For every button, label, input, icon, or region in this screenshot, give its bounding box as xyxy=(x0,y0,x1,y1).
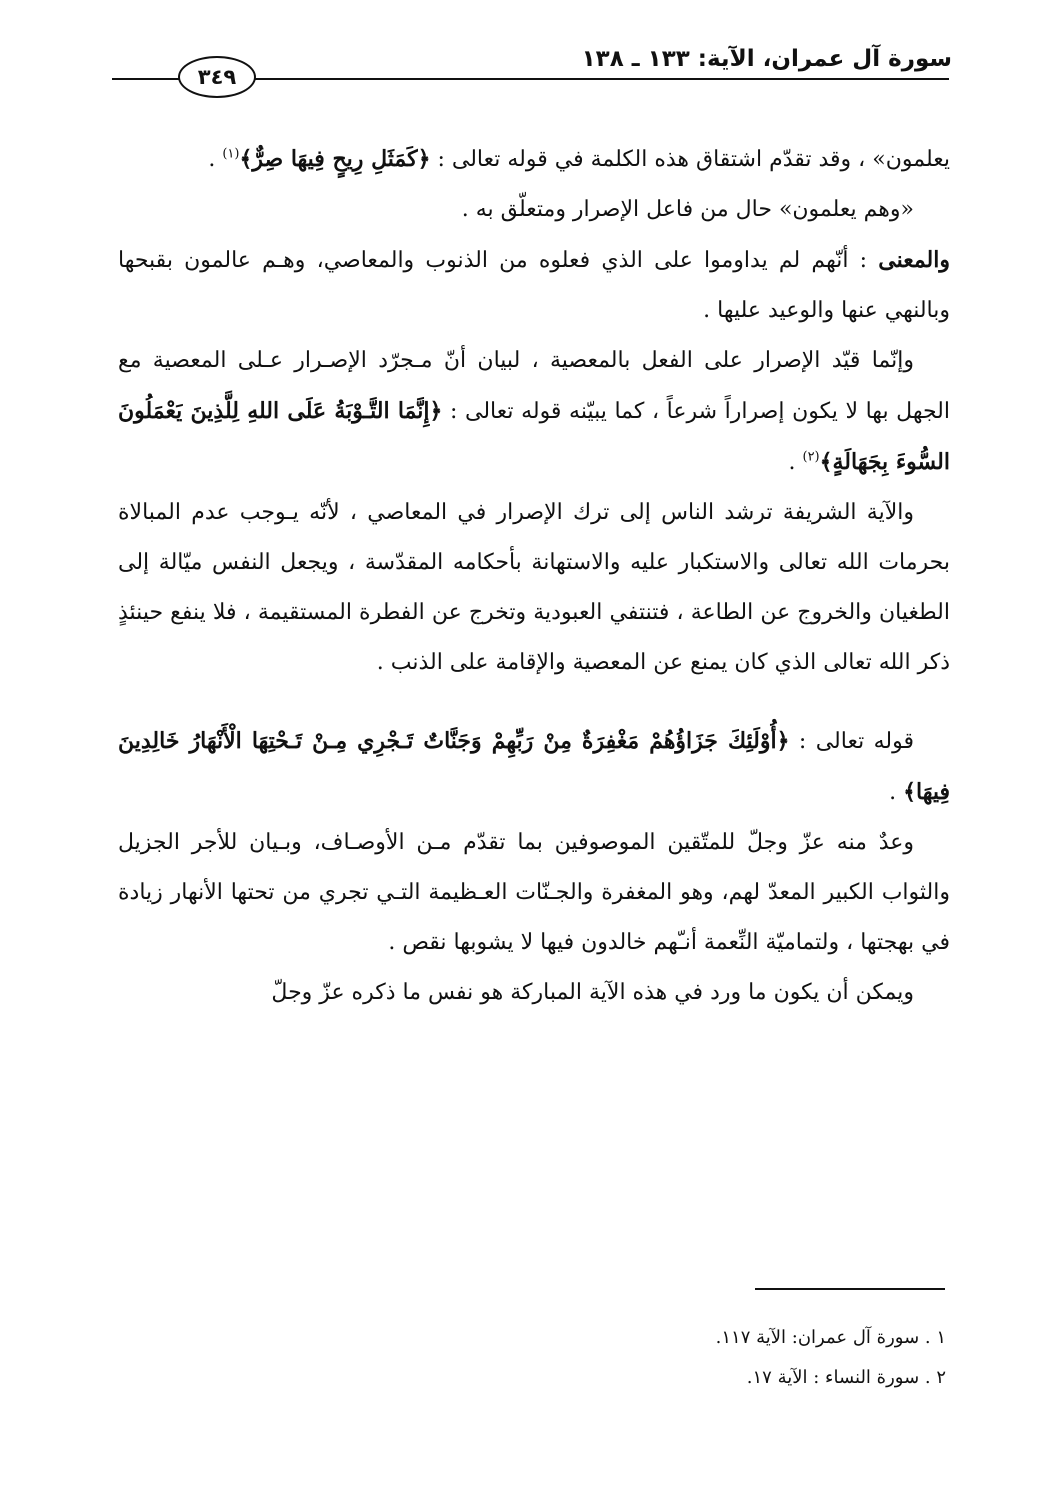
paragraph-6-end: . xyxy=(889,780,904,805)
paragraph-4-text: وإنّما قيّد الإصرار على الفعل بالمعصية ، لبيان أنّ مـجرّد الإصـرار عـلى المعصية مع الجهل بها لا يكون إصراراً شرعاً ، كما يبيّنه قوله تعالى : xyxy=(118,348,950,424)
paragraph-2: «وهم يعلمون» حال من فاعل الإصرار ومتعلّق به . xyxy=(461,197,914,222)
footnotes xyxy=(346,1318,946,1398)
paragraph-3-text: : أنّهم لم يداوموا على الذي فعلوه من الذنوب والمعاصي، وهـم عالمون بقبحها وبالنهي عنها والوعيد عليها . xyxy=(118,248,950,323)
paragraph-3 xyxy=(118,235,950,336)
quran-quote-2: ﴿إِنَّمَا التَّـوْبَةُ عَلَى اللهِ لِلَّذِينَ يَعْمَلُونَ السُّوءَ بِجَهَالَةٍ﴾ xyxy=(118,398,950,475)
meaning-label: والمعنى xyxy=(878,247,950,273)
paragraph-1 xyxy=(118,134,950,185)
footnote-2: ٢ . سورة النساء : الآية ١٧. xyxy=(746,1367,946,1388)
paragraph-1-end: . xyxy=(208,147,223,172)
paragraph-5: والآية الشريفة ترشد الناس إلى ترك الإصرار في المعاصي ، لأنّه يـوجب عدم المبالاة بحرمات الله تعالى والاستكبار عليه والاستهانة بأحكامه المقدّسة ، ويجعل النفس ميّالة إلى الطغيان والخروج عن الطاعة ، فتنتفي العبودية وتخرج عن الفطرة المستقيمة ، فلا ينفع حينئذٍ ذكر الله تعالى الذي كان يمنع عن المعصية والإقامة على الذنب . xyxy=(118,500,950,675)
paragraph-1-text: يعلمون» ، وقد تقدّم اشتقاق هذه الكلمة في قوله تعالى : xyxy=(430,147,950,172)
main-text xyxy=(118,134,950,1018)
quran-quote-1: ﴿كَمَثَلِ رِيحٍ فِيهَا صِرٌّ﴾ xyxy=(239,146,431,172)
paragraph-6-text: قوله تعالى : xyxy=(789,729,914,754)
footnote-ref-1: (١) xyxy=(222,146,240,162)
page-number-badge: ٣٤٩ xyxy=(178,56,256,98)
running-header-title: سورة آل عمران، الآية: ١٣٣ ـ ١٣٨ xyxy=(581,46,952,72)
paragraph-6 xyxy=(118,716,950,818)
footnote-divider xyxy=(755,1288,945,1290)
footnote-1: ١ . سورة آل عمران: الآية ١١٧. xyxy=(715,1327,946,1348)
paragraph-7: وعدٌ منه عزّ وجلّ للمتّقين الموصوفين بما تقدّم مـن الأوصـاف، وبـيان للأجر الجزيل والثواب الكبير المعدّ لهم، وهو المغفرة والجـنّات العـظيمة التـي تجري من تحتها الأنهار زيادة في بهجتها ، ولتماميّة النِّعمة أنـّهم خالدون فيها لا يشوبها نقص . xyxy=(118,830,950,955)
footnote-ref-2: (٢) xyxy=(802,449,820,465)
paragraph-4-end: . xyxy=(788,450,803,475)
paragraph-4 xyxy=(118,336,950,488)
paragraph-8: ويمكن أن يكون ما ورد في هذه الآية المباركة هو نفس ما ذكره عزّ وجلّ xyxy=(271,980,914,1005)
quran-quote-3: ﴿أُوْلَئِكَ جَزَاؤُهُمْ مَغْفِرَةٌ مِنْ رَبِّهِمْ وَجَنَّاتٌ تَـجْرِي مِـنْ تَـحْتِهَا الْأَنْهَارُ خَالِدِينَ فِيهَا﴾ xyxy=(118,728,950,805)
